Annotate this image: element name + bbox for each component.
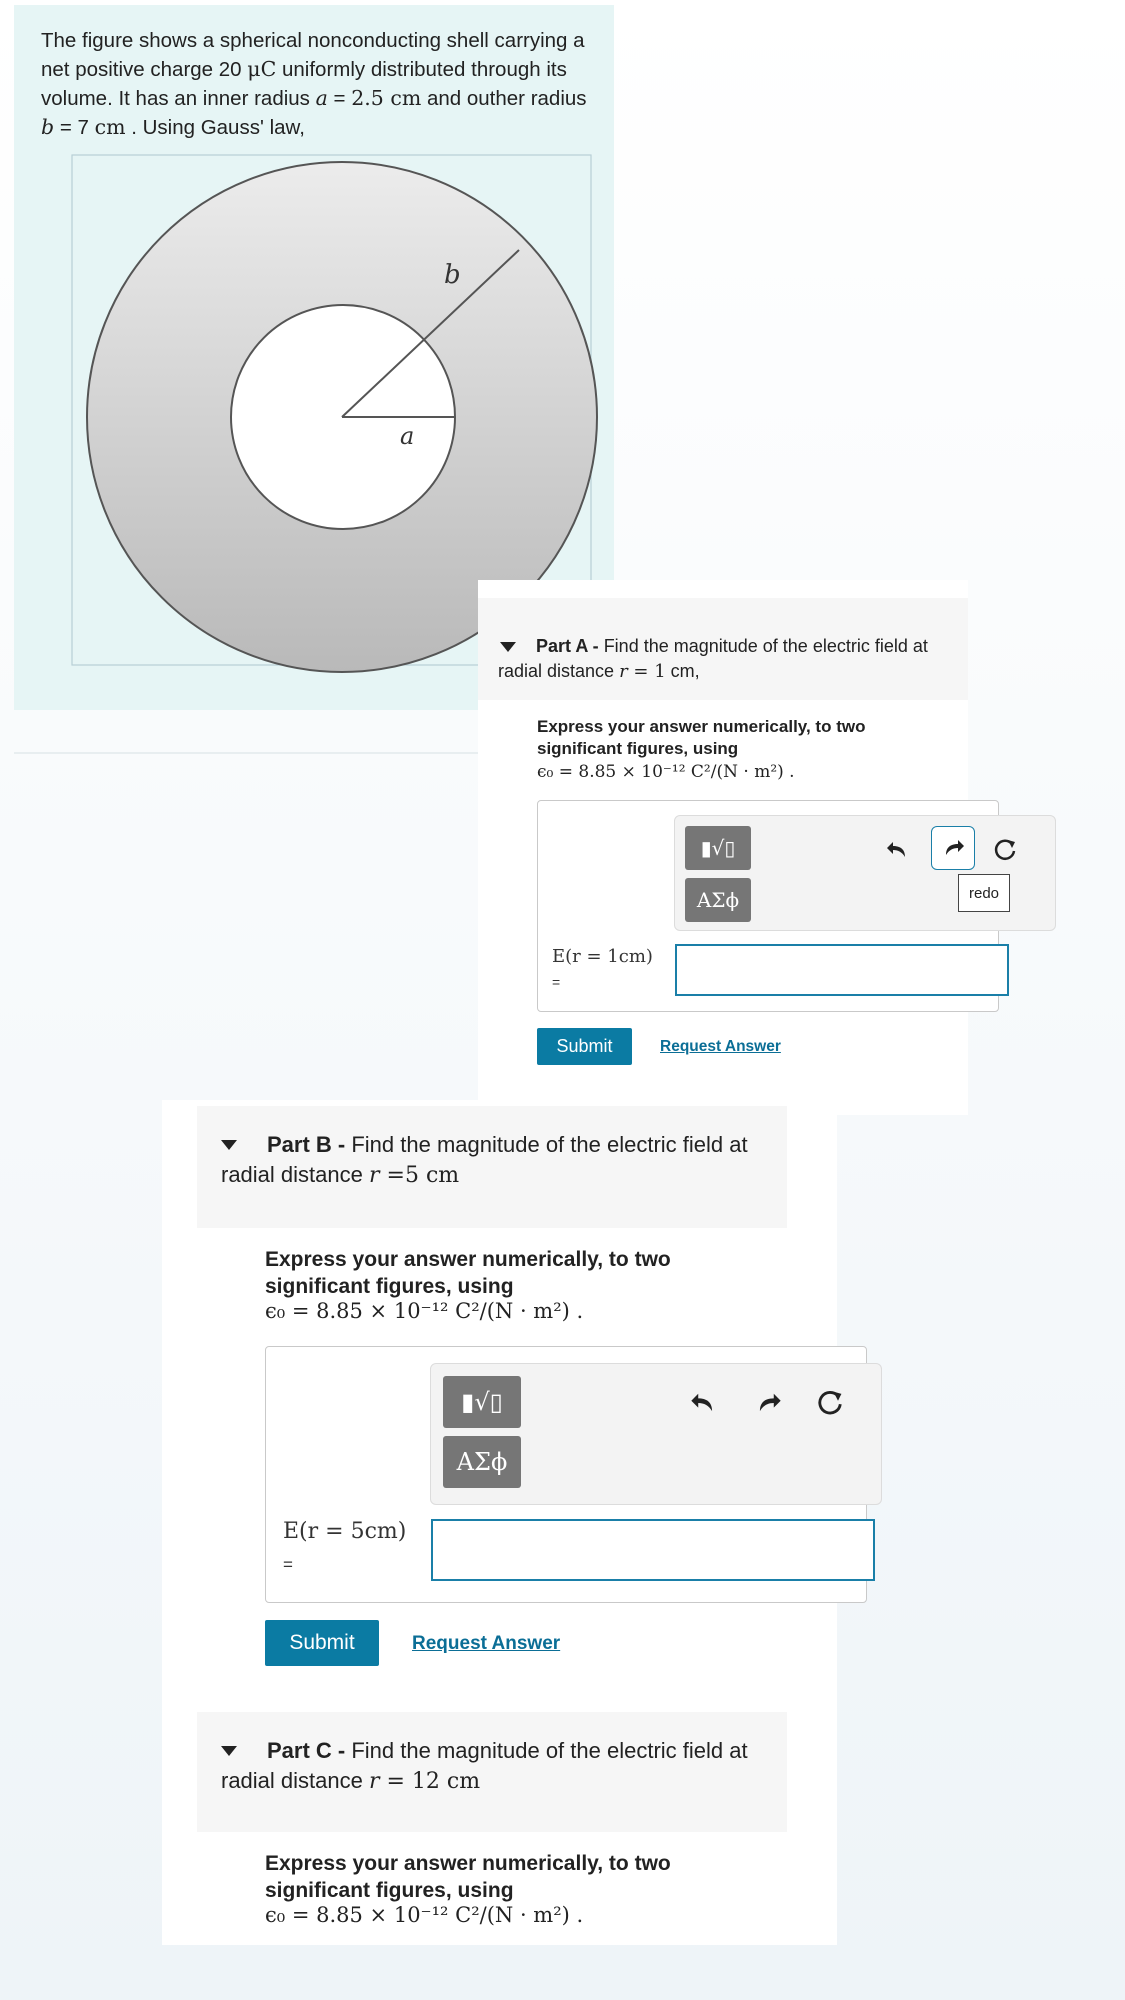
templates-button[interactable]: ▮√▯: [685, 826, 751, 870]
part-b-title: Part B - Find the magnitude of the electric field at radial distance r =5 cm: [221, 1132, 748, 1188]
undo-icon[interactable]: [683, 1382, 725, 1424]
redo-tooltip: redo: [958, 874, 1010, 912]
part-a-title: Part A - Find the magnitude of the electric field at radial distance r = 1 cm,: [498, 636, 928, 682]
part-a-panel: [478, 580, 1000, 1115]
redo-icon[interactable]: [931, 826, 975, 870]
redo-icon[interactable]: [747, 1382, 789, 1424]
part-c-epsilon-formula: ϵ₀ = 8.85 × 10⁻¹² C²/(N · m²) .: [265, 1903, 584, 1927]
part-b-submit-button[interactable]: Submit: [265, 1620, 379, 1666]
part-b-equals: =: [283, 1555, 293, 1574]
part-b-answer-input[interactable]: [431, 1519, 875, 1581]
section-divider: [14, 752, 484, 754]
reset-icon[interactable]: [987, 832, 1023, 868]
charge-unit: μC: [247, 57, 277, 81]
templates-button[interactable]: ▮√▯: [443, 1376, 521, 1428]
undo-icon[interactable]: [880, 832, 916, 868]
label-a: a: [400, 422, 415, 450]
part-a-answer-box: [537, 800, 999, 1012]
part-c-instructions: Express your answer numerically, to two significant figures, using: [265, 1852, 671, 1902]
inner-radius-value: 2.5 cm: [351, 86, 422, 110]
part-a-math-toolbar: [674, 815, 1056, 931]
greek-symbols-button[interactable]: ΑΣϕ: [685, 878, 751, 922]
part-b-epsilon-formula: ϵ₀ = 8.85 × 10⁻¹² C²/(N · m²) .: [265, 1299, 584, 1323]
part-b-answer-label: E(r = 5cm): [283, 1519, 407, 1544]
part-a-request-answer-link[interactable]: Request Answer: [660, 1038, 781, 1055]
reset-icon[interactable]: [809, 1382, 851, 1424]
part-b-math-toolbar: [430, 1363, 882, 1505]
part-a-header[interactable]: [478, 598, 968, 700]
part-a-instructions: Express your answer numerically, to two significant figures, using: [537, 717, 866, 758]
part-c-title: Part C - Find the magnitude of the electric field at radial distance r = 12 cm: [221, 1738, 748, 1794]
problem-statement: The figure shows a spherical nonconducting shell carrying a net positive charge 20 μC uniformly distributed through its volume. It has an inner radius a = 2.5 cm and outher radius b = 7 cm . Using Gauss' law,: [41, 29, 587, 139]
part-c-header[interactable]: [197, 1712, 787, 1832]
part-b-request-answer-link[interactable]: Request Answer: [412, 1633, 561, 1654]
part-b-header[interactable]: [197, 1106, 787, 1228]
part-b-answer-box: [265, 1346, 867, 1603]
part-a-submit-button[interactable]: Submit: [537, 1028, 632, 1065]
part-a-epsilon-formula: ϵ₀ = 8.85 × 10⁻¹² C²/(N · m²) .: [537, 762, 795, 782]
part-b-instructions: Express your answer numerically, to two significant figures, using: [265, 1248, 671, 1298]
label-b: b: [444, 260, 461, 290]
outer-radius-var: b: [41, 115, 55, 139]
greek-symbols-button[interactable]: ΑΣϕ: [443, 1436, 521, 1488]
outer-radius-unit: cm: [94, 115, 126, 139]
inner-radius-var: a: [315, 86, 328, 110]
part-a-answer-label: E(r = 1cm): [552, 946, 653, 967]
part-a-answer-input[interactable]: [675, 944, 1009, 996]
part-bc-panel: [162, 1100, 837, 1945]
part-a-equals: =: [552, 974, 561, 990]
